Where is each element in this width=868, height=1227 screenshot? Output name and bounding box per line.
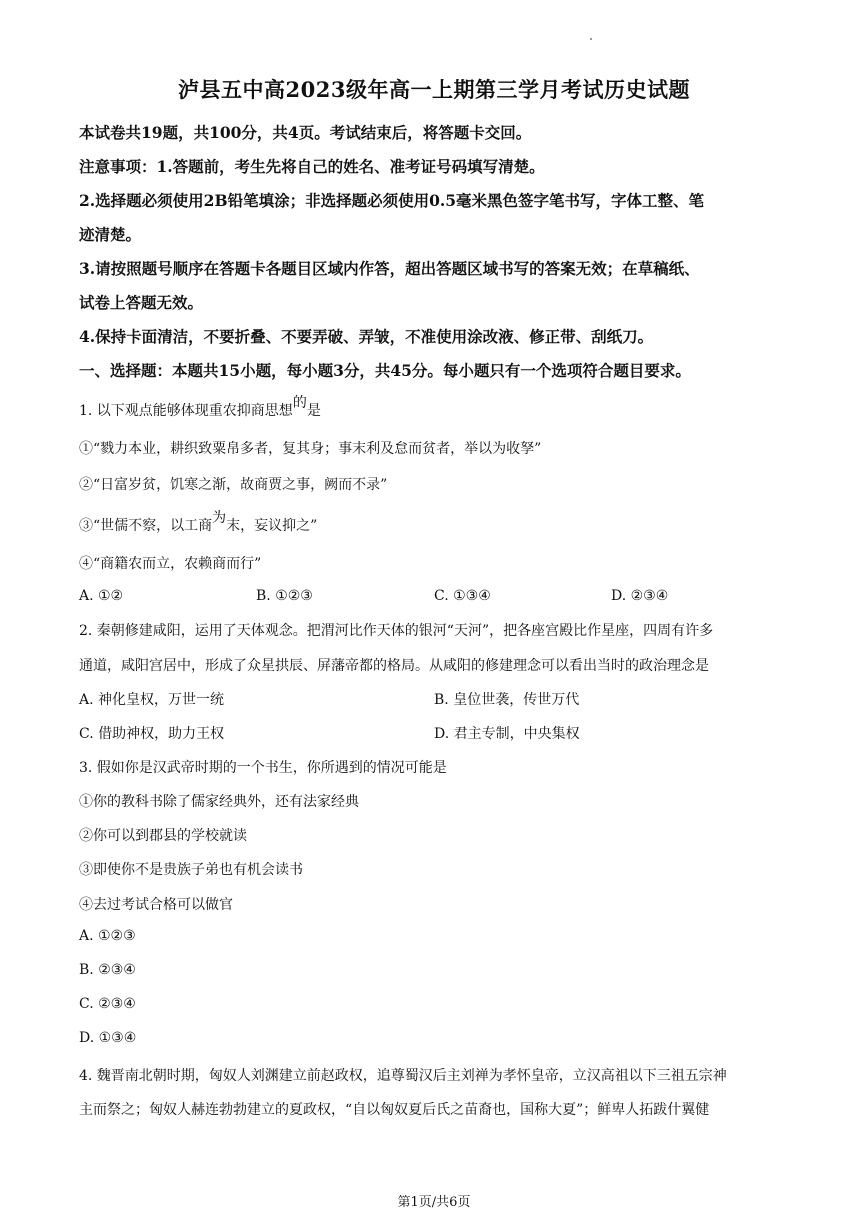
q1-stem-end: 是 bbox=[306, 403, 321, 419]
scan-dot bbox=[590, 38, 592, 40]
q3-statement-1: ①你的教科书除了儒家经典外，还有法家经典 bbox=[79, 794, 359, 810]
q3-option-b: B. ②③④ bbox=[79, 962, 136, 978]
q2-option-a: A. 神化皇权，万世一统 bbox=[79, 692, 225, 708]
q1-s3-b: 末，妄议抑之” bbox=[226, 518, 318, 534]
q2-option-d: D. 君主专制，中央集权 bbox=[434, 726, 580, 742]
q3-option-d: D. ①③④ bbox=[79, 1030, 137, 1046]
q1-stem-main: 1. 以下观点能够体现重农抑商思想 bbox=[79, 403, 293, 419]
q1-option-b: B. ①②③ bbox=[256, 588, 313, 604]
q2-stem-line-1: 2. 秦朝修建咸阳，运用了天体观念。把渭河比作天体的银河“天河”，把各座宫殿比作星座，四周有许多 bbox=[79, 623, 714, 639]
q3-stem: 3. 假如你是汉武帝时期的一个书生，你所遇到的情况可能是 bbox=[79, 760, 447, 776]
q3-option-c: C. ②③④ bbox=[79, 996, 136, 1012]
notice-line-3: 3.请按照题号顺序在答题卡各题目区域内作答，超出答题区域书写的答案无效；在草稿纸、 bbox=[79, 259, 700, 278]
q1-s3-a: ③“世儒不察，以工商 bbox=[79, 518, 213, 534]
q4-stem-line-1: 4. 魏晋南北朝时期，匈奴人刘渊建立前赵政权，追尊蜀汉后主刘禅为孝怀皇帝，立汉高祖以下三祖五宗神 bbox=[79, 1068, 727, 1084]
q4-stem-line-2: 主而祭之；匈奴人赫连勃勃建立的夏政权，“自以匈奴夏后氏之苗裔也，国称大夏”；鲜卑人拓跋什翼健 bbox=[79, 1102, 710, 1118]
q2-option-c: C. 借助神权，助力王权 bbox=[79, 726, 225, 742]
q1-statement-3 bbox=[79, 510, 318, 535]
q3-statement-3: ③即使你不是贵族子弟也有机会读书 bbox=[79, 862, 303, 878]
intro-line-1: 本试卷共19题，共100分，共4页。考试结束后，将答题卡交回。 bbox=[79, 123, 532, 142]
q1-statement-1: ①“戮力本业，耕织致粟帛多者，复其身；事末利及怠而贫者，举以为收孥” bbox=[79, 441, 542, 457]
q3-statement-2: ②你可以到郡县的学校就读 bbox=[79, 828, 247, 844]
q1-stem-sup: 的 bbox=[292, 395, 307, 411]
q1-option-a: A. ①② bbox=[79, 588, 124, 604]
notice-line-1: 注意事项：1.答题前，考生先将自己的姓名、准考证号码填写清楚。 bbox=[79, 157, 545, 176]
notice-line-4: 4.保持卡面清洁，不要折叠、不要弄破、弄皱，不准使用涂改液、修正带、刮纸刀。 bbox=[79, 327, 654, 346]
page-title: 泸县五中高2023级年高一上期第三学月考试历史试题 bbox=[178, 77, 690, 102]
notice-line-2-cont: 迹清楚。 bbox=[79, 225, 142, 244]
q2-option-b: B. 皇位世袭，传世万代 bbox=[434, 692, 580, 708]
section-heading: 一、选择题：本题共15小题，每小题3分，共45分。每小题只有一个选项符合题目要求。 bbox=[79, 361, 691, 380]
q2-stem-line-2: 通道，咸阳宫居中，形成了众星拱辰、屏藩帝都的格局。从咸阳的修建理念可以看出当时的政治理念是 bbox=[79, 658, 709, 674]
q3-statement-4: ④去过考试合格可以做官 bbox=[79, 897, 233, 913]
notice-line-3-cont: 试卷上答题无效。 bbox=[79, 293, 204, 312]
q1-option-c: C. ①③④ bbox=[434, 588, 491, 604]
page-footer: 第1页/共6页 bbox=[397, 1195, 471, 1210]
notice-line-2: 2.选择题必须使用2B铅笔填涂；非选择题必须使用0.5毫米黑色签字笔书写，字体工整、笔 bbox=[79, 191, 705, 210]
q1-option-d: D. ②③④ bbox=[611, 588, 669, 604]
q1-statement-2: ②“日富岁贫，饥寒之渐，故商贾之事，阙而不录” bbox=[79, 477, 388, 493]
q1-stem bbox=[79, 395, 321, 420]
q3-option-a: A. ①②③ bbox=[79, 928, 136, 944]
q1-statement-4: ④“商籍农而立，农赖商而行” bbox=[79, 556, 262, 572]
q1-s3-sup: 为 bbox=[212, 510, 227, 526]
